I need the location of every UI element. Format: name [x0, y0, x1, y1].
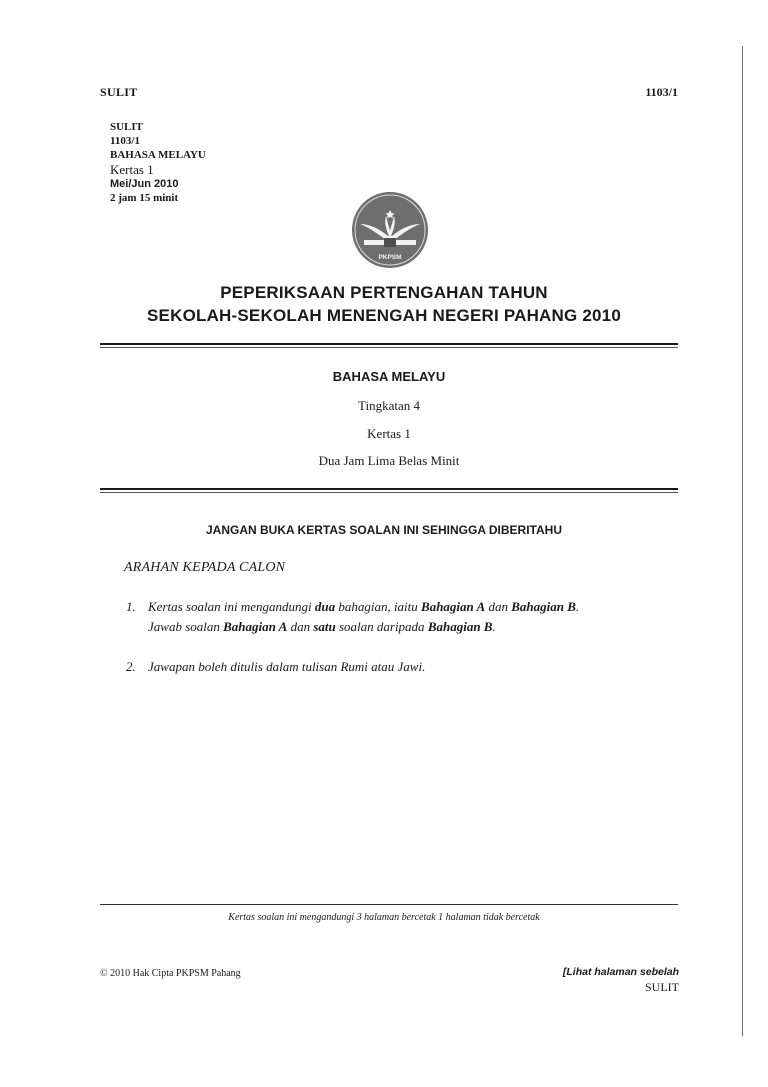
paper-meta: [110, 120, 206, 205]
item-1-text-d: .: [575, 599, 580, 614]
meta-code: 1103/1: [110, 135, 140, 147]
subject-name: BAHASA MELAYU: [332, 369, 446, 384]
copyright: © 2010 Hak Cipta PKPSM Pahang: [100, 968, 241, 979]
item-1-bold-satu: satu: [313, 619, 336, 634]
divider-mid-2: [100, 492, 678, 493]
item-1-text-f: dan: [287, 619, 314, 634]
item-1-text-h: .: [492, 619, 496, 634]
item-1-line-2: [126, 617, 579, 637]
item-1-bold-bahagian-a: Bahagian A: [421, 599, 486, 614]
item-1-number: 1.: [126, 599, 136, 614]
next-page-block: [563, 966, 679, 995]
meta-subject: BAHASA MELAYU: [110, 149, 206, 161]
item-1-bold-bahagian-b-2: Bahagian B: [427, 619, 493, 634]
subject-level: Tingkatan 4: [358, 398, 420, 413]
header-sulit: SULIT: [100, 85, 138, 99]
subject-paper: Kertas 1: [367, 426, 411, 441]
item-2-number: 2.: [126, 659, 136, 674]
exam-title-line-2: SEKOLAH-SEKOLAH MENENGAH NEGERI PAHANG 2010: [147, 306, 621, 325]
item-1-bold-dua: dua: [314, 599, 336, 614]
page-count-note: Kertas soalan ini mengandungi 3 halaman bercetak 1 halaman tidak bercetak: [228, 912, 540, 923]
subject-duration: Dua Jam Lima Belas Minit: [318, 453, 460, 468]
logo-text: PKPSM: [378, 254, 402, 261]
header-code: 1103/1: [645, 85, 678, 99]
item-1-text-c: dan: [485, 599, 512, 614]
item-1-text-a: Kertas soalan ini mengandungi: [148, 599, 315, 614]
instruction-item-1: [126, 597, 579, 637]
meta-sulit: SULIT: [110, 121, 144, 133]
exam-title-line-1: PEPERIKSAAN PERTENGAHAN TAHUN: [220, 283, 548, 302]
item-1-text-e: Jawab soalan: [148, 619, 224, 634]
item-1-bold-bahagian-a-2: Bahagian A: [223, 619, 288, 634]
next-page-label: [Lihat halaman sebelah: [562, 966, 679, 978]
footer-sulit: SULIT: [645, 980, 679, 994]
meta-duration: 2 jam 15 minit: [110, 192, 179, 204]
divider-top-2: [100, 347, 678, 348]
instructions-heading: ARAHAN KEPADA CALON: [124, 560, 286, 575]
pkpsm-logo-icon: [346, 190, 434, 270]
divider-footer: [100, 904, 678, 905]
item-1-text-b: bahagian, iaitu: [335, 599, 422, 614]
meta-session: Mei/Jun 2010: [110, 178, 179, 190]
item-2-text: Jawapan boleh ditulis dalam tulisan Rumi atau Jawi.: [148, 659, 426, 674]
do-not-open-warning: JANGAN BUKA KERTAS SOALAN INI SEHINGGA DIBERITAHU: [205, 523, 562, 537]
divider-mid-1: [100, 488, 678, 490]
meta-paper: Kertas 1: [110, 162, 154, 177]
divider-top-1: [100, 343, 678, 345]
item-1-bold-bahagian-b: Bahagian B: [511, 599, 576, 614]
page-edge-line: [742, 46, 743, 1036]
item-1-text-g: soalan daripada: [335, 619, 428, 634]
instruction-item-2: [126, 657, 425, 677]
